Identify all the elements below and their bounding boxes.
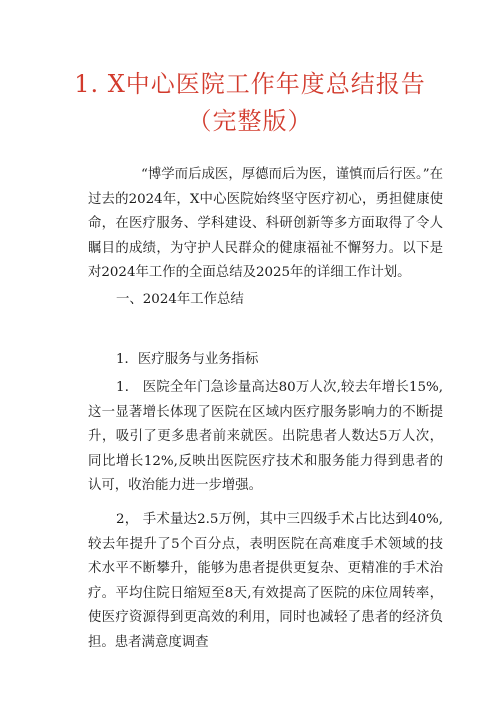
intro-paragraph: “博学而后成医，厚德而后为医，谨慎而后行医。”在过去的2024年，X中心医院始终坚守医疗初心，勇担健康使命，在医疗服务、学科建设、科研创新等多方面取得了令人瞩目的成绩，为守护人民群众的健康福祉不懈努力。以下是对2024年工作的全面总结及2025年的详细工作计划。 bbox=[88, 167, 443, 280]
list-item-paragraph: 2， 手术量达2.5万例，其中三四级手术占比达到40%,较去年提升了5个百分点，表明医院在高难度手术领域的技术水平不断攀升，能够为患者提供更复杂、更精准的手术治疗。平均住院日缩短至8天,有效提高了医院的床位周转率，使医疗资源得到更高效的利用，同时也减轻了患者的经济负担。患者满意度调查 bbox=[88, 512, 443, 650]
section-heading: 一、2024年工作总结 bbox=[116, 292, 244, 307]
list-item-paragraph: 1． 医院全年门急诊量高达80万人次,较去年增长15%,这一显著增长体现了医院在区域内医疗服务影响力的不断提升，吸引了更多患者前来就医。出院患者人数达5万人次，同比增长12%,反映出医院医疗技术和服务能力得到患者的认可，收治能力进一步增强。 bbox=[88, 380, 443, 493]
subsection-heading: 1．医疗服务与业务指标 bbox=[116, 352, 259, 367]
report-title-subtitle: （完整版） bbox=[187, 107, 313, 135]
report-title: 1. X中心医院工作年度总结报告 bbox=[74, 70, 426, 98]
